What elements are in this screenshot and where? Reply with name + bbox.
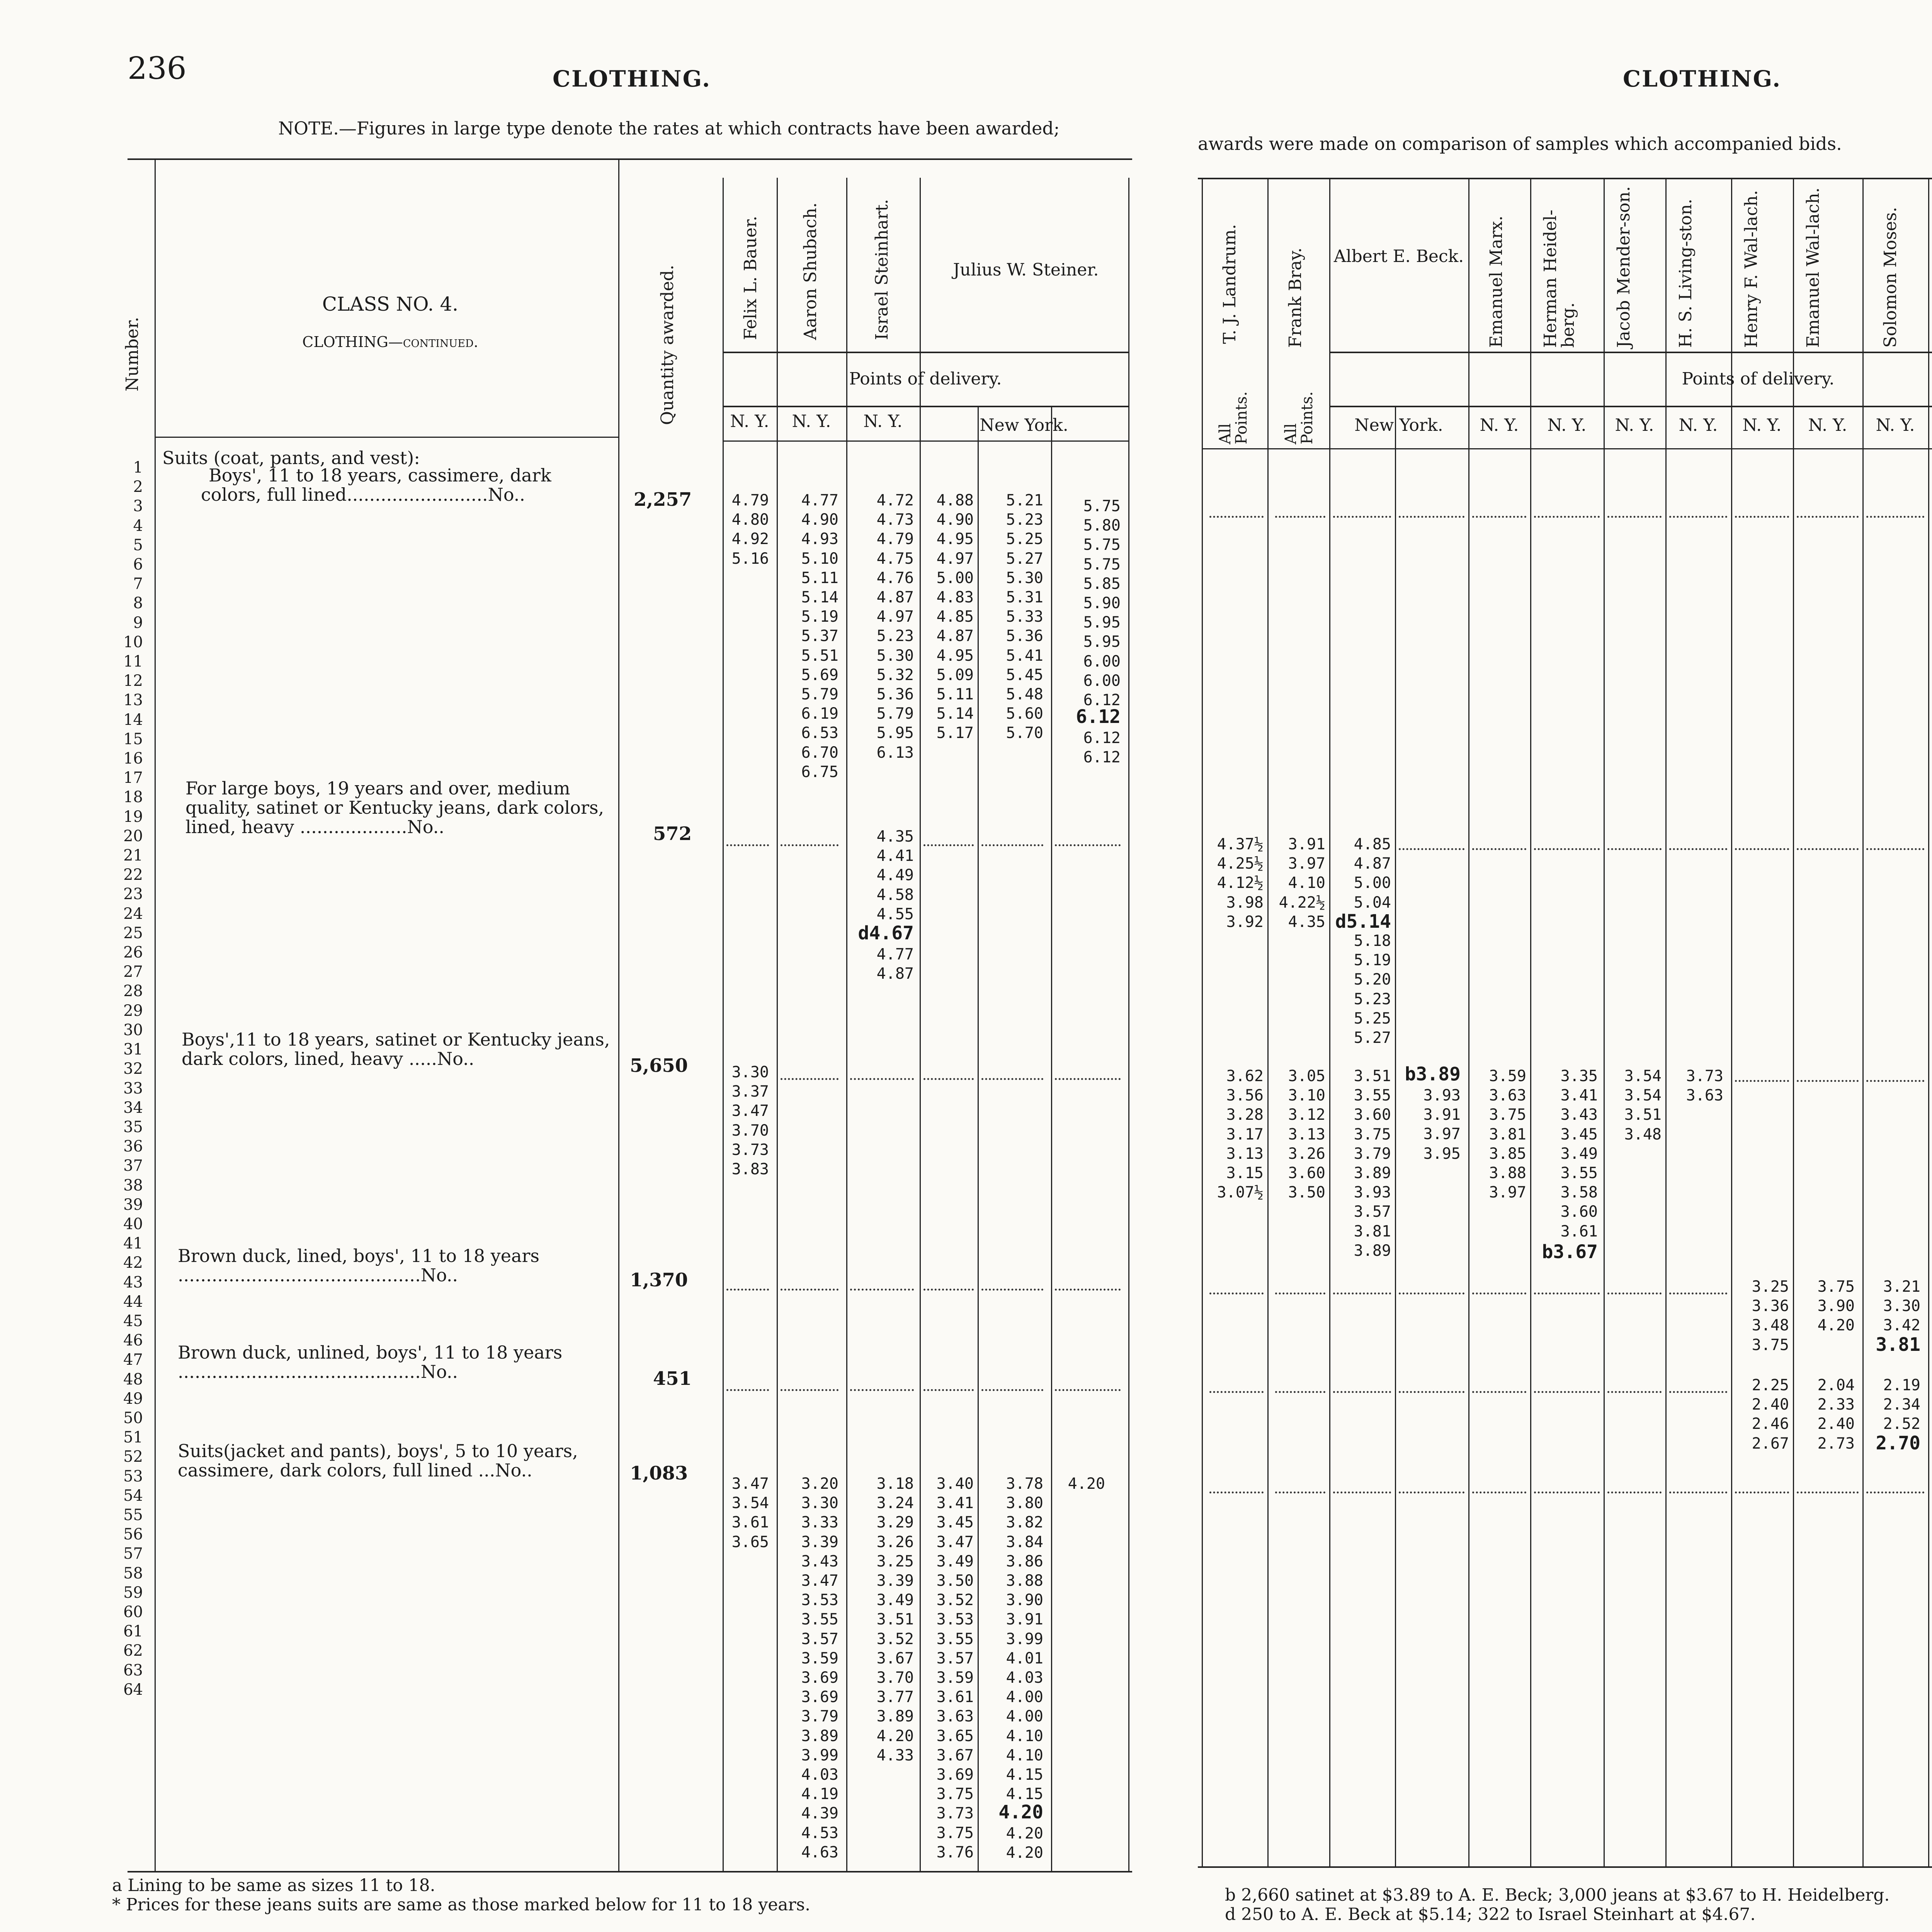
item-6-qty: 1,083 — [630, 1463, 688, 1484]
class-subtitle: CLOTHING—continued. — [302, 333, 478, 350]
menderson-values-3: 3.54 3.54 3.51 3.48 — [1624, 1067, 1662, 1143]
row-number: 24 — [123, 905, 143, 923]
bidder-moses: Solomon Moses. — [1881, 207, 1900, 348]
item-1-description: Boys', 11 to 18 years, cassimere, dark colors, full lined.........................No.. — [201, 465, 551, 505]
h-wallach-values-5: 2.25 2.40 2.46 2.67 — [1752, 1376, 1789, 1452]
row-number: 63 — [123, 1661, 143, 1679]
row-number: 7 — [133, 575, 143, 593]
quantity-header: Quantity awarded. — [658, 265, 677, 425]
item-1-title: Suits (coat, pants, and vest): — [162, 447, 420, 468]
bidder-heidelberg: Herman Heidel-berg. — [1541, 209, 1578, 348]
delivery-shubach: N. Y. — [792, 412, 831, 431]
footnote-d: d 250 to A. E. Beck at $5.14; 322 to Israel Steinhart at $4.67. — [1225, 1905, 1756, 1924]
bidder-landrum: T. J. Landrum. — [1220, 224, 1240, 344]
delivery-menderson: N. Y. — [1615, 415, 1654, 435]
row-number: 34 — [123, 1099, 143, 1117]
bauer-values-3: 3.30 3.37 3.47 3.70 3.73 3.83 — [731, 1063, 769, 1179]
row-number: 61 — [123, 1622, 143, 1641]
delivery-livingston: N. Y. — [1679, 415, 1718, 435]
landrum-values-2: 4.37½ 4.25½ 4.12½ 3.98 3.92 — [1217, 835, 1264, 931]
h-wallach-values-4: 3.25 3.36 3.48 3.75 — [1752, 1278, 1789, 1354]
delivery-steiner: New York. — [980, 415, 1068, 435]
e-wallach-values-4: 3.75 3.90 4.20 — [1817, 1278, 1855, 1335]
beck-award-2: d5.14 — [1335, 911, 1391, 932]
heidelberg-values-3b — [1526, 1242, 1598, 1263]
row-number: 35 — [123, 1118, 143, 1136]
row-number: 38 — [123, 1176, 143, 1194]
running-head-right: CLOTHING. — [1623, 66, 1782, 92]
item-3-description: Boys',11 to 18 years, satinet or Kentucky jeans, dark colors, lined, heavy .....No.. — [182, 1029, 610, 1069]
row-numbers — [116, 458, 143, 1699]
bidder-marx: Emanuel Marx. — [1486, 216, 1506, 348]
row-number: 9 — [133, 614, 143, 632]
steiner-a-values-1: 4.88 4.90 4.95 4.97 5.00 4.83 4.85 4.87 4.95 5.09 5.11 5.14 5.17 — [936, 492, 974, 742]
steiner-b-values-6a: 3.78 3.80 3.82 3.84 3.86 3.88 3.90 3.91 3.99 4.01 4.03 4.00 4.00 4.10 4.10 4.15 4.15 — [1006, 1475, 1043, 1803]
steiner-c-values-1a: 5.75 5.80 5.75 5.75 5.85 5.90 5.95 5.95 6.00 6.00 6.12 — [1083, 497, 1121, 709]
bidder-steiner: Julius W. Steiner. — [953, 260, 1099, 280]
row-number: 36 — [123, 1138, 143, 1156]
row-number: 54 — [123, 1486, 143, 1505]
beck-a-values-3: 3.51 3.55 3.60 3.75 3.79 3.89 3.93 3.57 3.81 3.89 — [1354, 1067, 1391, 1260]
running-head: CLOTHING. — [553, 66, 711, 92]
item-2-qty: 572 — [653, 823, 692, 845]
row-number: 2 — [133, 478, 143, 496]
row-number: 62 — [123, 1642, 143, 1660]
row-number: 32 — [123, 1060, 143, 1078]
shubach-values-1: 4.77 4.90 4.93 5.10 5.11 5.14 5.19 5.37 5.51 5.69 5.79 6.19 6.53 6.70 6.75 — [801, 492, 838, 781]
footnote-star: * Prices for these jeans suits are same as those marked below for 11 to 18 years. — [112, 1895, 811, 1915]
footnote-a: a Lining to be same as sizes 11 to 18. — [112, 1876, 435, 1895]
delivery-bauer: N. Y. — [730, 412, 769, 431]
row-number: 22 — [123, 866, 143, 884]
row-number: 45 — [123, 1312, 143, 1330]
steiner-a-values-6: 3.40 3.41 3.45 3.47 3.49 3.50 3.52 3.53 3.55 3.57 3.59 3.61 3.63 3.65 3.67 3.69 3.75 3.73 3.75 3.76 — [936, 1475, 974, 1861]
steinhart-values-2b — [842, 923, 914, 944]
row-number: 37 — [123, 1157, 143, 1175]
row-number: 12 — [123, 672, 143, 690]
row-number: 42 — [123, 1254, 143, 1272]
page-number: 236 — [128, 50, 187, 86]
row-number: 30 — [123, 1021, 143, 1039]
row-number: 14 — [123, 711, 143, 729]
row-number: 43 — [123, 1273, 143, 1291]
points-of-delivery: Points of delivery. — [849, 369, 1002, 389]
steinhart-values-1: 4.72 4.73 4.79 4.75 4.76 4.87 4.97 5.23 5.30 5.32 5.36 5.79 5.95 6.13 — [876, 492, 914, 762]
beck-values-2c: 5.18 5.19 5.20 5.23 5.25 5.27 — [1354, 932, 1391, 1047]
row-number: 52 — [123, 1448, 143, 1466]
row-number: 23 — [123, 885, 143, 903]
row-number: 39 — [123, 1196, 143, 1214]
row-number: 13 — [123, 691, 143, 709]
row-number: 33 — [123, 1079, 143, 1097]
note-continued: awards were made on comparison of samples which accompanied bids. — [1198, 133, 1842, 154]
steiner-c-values-1b — [1055, 707, 1121, 728]
row-number: 59 — [123, 1583, 143, 1602]
bidder-beck: Albert E. Beck. — [1333, 247, 1464, 266]
bidder-steinhart: Israel Steinhart. — [872, 199, 892, 340]
row-number: 18 — [123, 788, 143, 806]
steinhart-values-2c: 4.77 4.87 — [876, 946, 914, 983]
row-number: 5 — [133, 536, 143, 554]
landrum-all-points: All Points. — [1216, 391, 1250, 444]
steiner-b-values-1: 5.21 5.23 5.25 5.27 5.30 5.31 5.33 5.36 5.41 5.45 5.48 5.60 5.70 — [1006, 492, 1043, 742]
bauer-values-6: 3.47 3.54 3.61 3.65 — [731, 1475, 769, 1551]
delivery-steinhart: N. Y. — [863, 412, 903, 431]
landrum-values-3: 3.62 3.56 3.28 3.17 3.13 3.15 3.07½ — [1217, 1067, 1264, 1202]
row-number: 4 — [133, 517, 143, 535]
row-number: 47 — [123, 1351, 143, 1369]
bidder-h-wallach: Henry F. Wal-lach. — [1742, 190, 1761, 348]
row-number: 46 — [123, 1332, 143, 1350]
item-5-qty: 451 — [653, 1368, 692, 1389]
bidder-e-wallach: Emanuel Wal-lach. — [1803, 187, 1823, 348]
row-number: 19 — [123, 808, 143, 826]
row-number: 58 — [123, 1564, 143, 1582]
number-header: Number. — [122, 317, 142, 391]
steinhart-values-6: 3.18 3.24 3.29 3.26 3.25 3.39 3.49 3.51 3.52 3.67 3.70 3.77 3.89 4.20 4.33 — [876, 1475, 914, 1764]
row-number: 6 — [133, 556, 143, 574]
row-number: 31 — [123, 1041, 143, 1059]
shubach-values-6: 3.20 3.30 3.33 3.39 3.43 3.47 3.53 3.55 3.57 3.59 3.69 3.69 3.79 3.89 3.99 4.03 4.19 4.39 4.53 4.63 — [801, 1475, 838, 1861]
steiner-b-award-6: 4.20 — [998, 1801, 1043, 1823]
heidelberg-award-3: b3.67 — [1542, 1241, 1598, 1263]
row-number: 60 — [123, 1603, 143, 1621]
item-6-description: Suits(jacket and pants), boys', 5 to 10 years, cassimere, dark colors, full lined ...No.. — [178, 1440, 578, 1481]
bray-values-2: 3.91 3.97 4.10 4.22½ 4.35 — [1279, 835, 1325, 931]
row-number: 21 — [123, 847, 143, 865]
row-number: 27 — [123, 963, 143, 981]
bauer-values-1: 4.79 4.80 4.92 5.16 — [731, 492, 769, 568]
beck-values-2a: 4.85 4.87 5.00 5.04 — [1354, 835, 1391, 912]
moses-values-4b — [1866, 1335, 1920, 1355]
bidder-shubach: Aaron Shubach. — [801, 202, 820, 340]
row-number: 26 — [123, 944, 143, 962]
row-number: 20 — [123, 827, 143, 845]
points-of-delivery-right: Points of delivery. — [1682, 369, 1835, 389]
row-number: 40 — [123, 1215, 143, 1233]
class-title: CLASS NO. 4. — [322, 293, 459, 315]
livingston-values-3: 3.73 3.63 — [1686, 1067, 1723, 1105]
delivery-e-wallach: N. Y. — [1808, 415, 1847, 435]
steiner-c-award: 6.12 — [1076, 706, 1121, 728]
row-number: 41 — [123, 1235, 143, 1253]
delivery-weil — [1928, 415, 1932, 435]
bray-values-3: 3.05 3.10 3.12 3.13 3.26 3.60 3.50 — [1288, 1067, 1325, 1202]
delivery-moses: N. Y. — [1876, 415, 1915, 435]
beck-b-values-3b: 3.93 3.91 3.97 3.95 — [1423, 1087, 1461, 1163]
delivery-h-wallach: N. Y. — [1742, 415, 1782, 435]
row-number: 29 — [123, 1002, 143, 1020]
delivery-marx: N. Y. — [1480, 415, 1519, 435]
delivery-beck: New York. — [1354, 415, 1443, 435]
moses-award-5: 2.70 — [1876, 1432, 1920, 1454]
moses-values-5b — [1859, 1434, 1920, 1454]
row-number: 64 — [123, 1680, 143, 1699]
moses-award-4: 3.81 — [1876, 1334, 1920, 1355]
footnote-b: b 2,660 satinet at $3.89 to A. E. Beck; 3,000 jeans at $3.67 to H. Heidelberg. — [1225, 1885, 1890, 1905]
moses-values-4a: 3.21 3.30 3.42 — [1883, 1278, 1920, 1335]
moses-values-5a: 2.19 2.34 2.52 — [1883, 1376, 1920, 1433]
row-number: 49 — [123, 1389, 143, 1408]
row-number: 17 — [123, 769, 143, 787]
item-3-qty: 5,650 — [630, 1055, 688, 1077]
row-number: 57 — [123, 1545, 143, 1563]
beck-b-values-3a — [1395, 1065, 1461, 1085]
item-1-qty: 2,257 — [634, 489, 692, 510]
item-4-description: Brown duck, lined, boys', 11 to 18 years ...........................................No.. — [178, 1245, 539, 1286]
bidder-livingston: H. S. Living-ston. — [1676, 199, 1696, 348]
row-number: 55 — [123, 1506, 143, 1524]
marx-values-3: 3.59 3.63 3.75 3.81 3.85 3.88 3.97 — [1489, 1067, 1526, 1202]
row-number: 56 — [123, 1526, 143, 1544]
item-5-description: Brown duck, unlined, boys', 11 to 18 years ...........................................No.. — [178, 1342, 563, 1382]
steiner-b-values-6c: 4.20 4.20 — [1006, 1825, 1043, 1862]
row-number: 16 — [123, 750, 143, 768]
e-wallach-values-5: 2.04 2.33 2.40 2.73 — [1817, 1376, 1855, 1452]
bidder-bauer: Felix L. Bauer. — [741, 216, 760, 340]
bidder-menderson: Jacob Mender-son. — [1614, 186, 1634, 348]
beck-award-3: b3.89 — [1405, 1063, 1461, 1085]
row-number: 50 — [123, 1409, 143, 1427]
row-number: 11 — [123, 653, 143, 671]
item-4-qty: 1,370 — [630, 1269, 688, 1291]
heidelberg-values-3a: 3.35 3.41 3.43 3.45 3.49 3.55 3.58 3.60 3.61 — [1560, 1067, 1598, 1240]
row-number: 8 — [133, 594, 143, 612]
row-number: 51 — [123, 1429, 143, 1447]
row-number: 48 — [123, 1370, 143, 1388]
row-number: 53 — [123, 1467, 143, 1485]
delivery-heidelberg: N. Y. — [1547, 415, 1587, 435]
row-number: 28 — [123, 982, 143, 1000]
item-2-description: For large boys, 19 years and over, medium quality, satinet or Kentucky jeans, dark colors, lined, heavy ...................No.. — [185, 778, 604, 837]
bidder-bray: Frank Bray. — [1286, 247, 1305, 348]
bray-all-points: All Points. — [1282, 391, 1316, 444]
steiner-c-values-6: 4.20 — [1068, 1475, 1105, 1493]
row-number: 25 — [123, 924, 143, 942]
row-number: 3 — [133, 497, 143, 515]
steiner-c-values-1c: 6.12 6.12 — [1083, 729, 1121, 767]
row-number: 10 — [123, 633, 143, 651]
steinhart-values-2a: 4.35 4.41 4.49 4.58 4.55 — [876, 828, 914, 923]
row-number: 15 — [123, 730, 143, 748]
note: NOTE.—Figures in large type denote the rates at which contracts have been awarded; — [278, 118, 1060, 139]
row-number: 1 — [133, 459, 143, 476]
beck-values-2b — [1325, 912, 1391, 932]
row-number: 44 — [123, 1293, 143, 1311]
steiner-b-values-6b — [974, 1803, 1043, 1823]
steinhart-award-2: d4.67 — [858, 922, 914, 944]
